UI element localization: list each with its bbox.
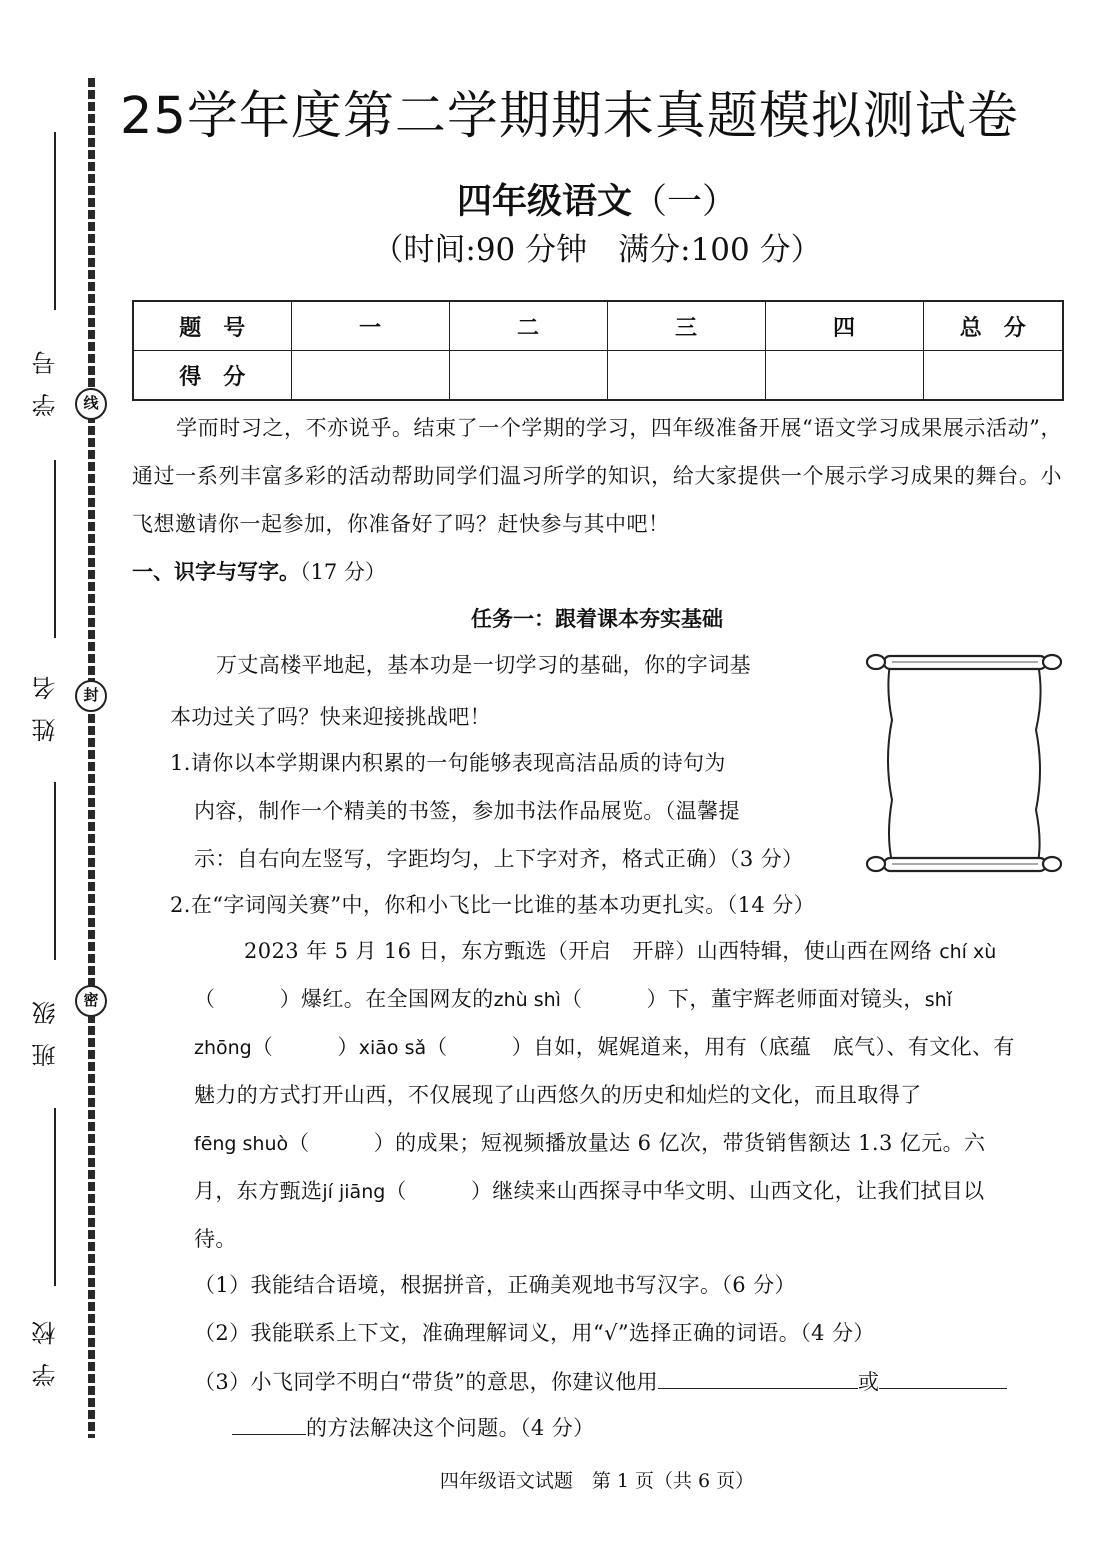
- class-label: 班级: [32, 983, 60, 1067]
- pinyin-chixu: chí xù: [939, 941, 997, 963]
- binding-line: [88, 78, 95, 1438]
- task-1-title: 任务一：跟着课本夯实基础: [471, 607, 723, 631]
- question-1-line-2: 内容，制作一个精美的书签，参加书法作品展览。（温馨提: [194, 799, 740, 823]
- passage-line-5: [194, 1126, 985, 1161]
- score-table-header-row: [133, 301, 1063, 351]
- sub-question-1: （1）我能结合语境，根据拼音，正确美观地书写汉字。（6 分）: [194, 1273, 796, 1297]
- answer-line[interactable]: [879, 1364, 1007, 1389]
- answer-blank[interactable]: （ ）: [251, 1035, 359, 1059]
- subject-name: 四年级语文: [456, 181, 632, 222]
- passage-text: （ ）继续来山西探寻中华文明、山西文化，让我们拭目以: [385, 1179, 985, 1203]
- answer-line[interactable]: [232, 1410, 306, 1435]
- exam-title: 25学年度第二学期期末真题模拟测试卷: [120, 87, 1019, 146]
- section-1-points: （17 分）: [300, 560, 386, 584]
- pinyin-zhong: zhōng: [194, 1037, 252, 1059]
- header-cell: 总 分: [923, 301, 1063, 351]
- passage-text: 2023 年 5 月 16 日，东方甄选（开启 开辟）山西特辑，使山西在网络: [244, 939, 933, 963]
- task-1-intro-line-2: 本功过关了吗？快来迎接挑战吧！: [170, 705, 491, 729]
- passage-line-3: [194, 1030, 1015, 1065]
- sub-question-3-line-1: [194, 1364, 1007, 1399]
- passage-text: 月，东方甄选: [194, 1179, 323, 1203]
- school-rule: [54, 1108, 56, 1286]
- answer-line[interactable]: [658, 1364, 858, 1389]
- score-cell[interactable]: [607, 351, 765, 401]
- passage-text: （ ）下，董宇辉老师面对镜头，: [560, 987, 925, 1011]
- sub-question-2: （2）我能联系上下文，准确理解词义，用“√”选择正确的词语。（4 分）: [194, 1321, 875, 1345]
- header-cell: 一: [291, 301, 449, 351]
- passage-line-1: [244, 934, 996, 969]
- passage-line-7: 待。: [194, 1227, 237, 1251]
- class-rule: [54, 782, 56, 960]
- score-cell[interactable]: [765, 351, 923, 401]
- header-cell: 二: [449, 301, 607, 351]
- name-label: 姓名: [32, 658, 60, 742]
- sub-question-3-text: （3）小飞同学不明白“带货”的意思，你建议他用: [194, 1370, 659, 1394]
- score-cell[interactable]: [449, 351, 607, 401]
- sub-question-3-or: 或: [858, 1370, 880, 1394]
- score-row-label: 得 分: [133, 351, 291, 401]
- passage-line-2: [194, 982, 952, 1017]
- header-cell: 题 号: [133, 301, 291, 351]
- question-2: 2.在“字词闯关赛”中，你和小飞比一比谁的基本功更扎实。（14 分）: [170, 893, 816, 917]
- time-and-score-info: （时间:90 分钟 满分:100 分）: [372, 232, 822, 268]
- task-1-intro-line-1: 万丈高楼平地起，基本功是一切学习的基础，你的字词基: [216, 653, 751, 677]
- score-cell[interactable]: [291, 351, 449, 401]
- scroll-bookmark-illustration: [862, 650, 1066, 876]
- section-1-title: 一、识字与写字。: [132, 560, 300, 584]
- exam-subtitle: [132, 178, 1062, 226]
- student-id-rule: [54, 132, 56, 310]
- pinyin-jijiang: jí jiāng: [322, 1181, 386, 1203]
- student-id-label: 学号: [32, 333, 60, 417]
- score-cell[interactable]: [923, 351, 1063, 401]
- question-1-line-1: 1.请你以本学期课内积累的一句能够表现高洁品质的诗句为: [170, 751, 726, 775]
- seal-mark-feng: 封: [75, 680, 107, 712]
- question-1-line-3: 示：自右向左竖写，字距均匀，上下字对齐，格式正确）（3 分）: [194, 847, 804, 871]
- passage-text: （ ）的成果；短视频播放量达 6 亿次，带货销售额达 1.3 亿元。六: [288, 1131, 986, 1155]
- section-1-heading: [132, 556, 386, 588]
- seal-mark-xian: 线: [75, 388, 107, 420]
- name-rule: [54, 460, 56, 638]
- pinyin-shi: shǐ: [924, 989, 952, 1011]
- pinyin-zhushi: zhù shì: [493, 989, 561, 1011]
- passage-text: （ ）爆红。在全国网友的: [194, 987, 494, 1011]
- score-table-score-row: [133, 351, 1063, 401]
- header-cell: 三: [607, 301, 765, 351]
- volume-number: （一）: [632, 182, 738, 222]
- score-table: [132, 300, 1064, 401]
- pinyin-fengshuo: fēng shuò: [194, 1133, 289, 1155]
- seal-mark-mi: 密: [75, 985, 107, 1017]
- header-cell: 四: [765, 301, 923, 351]
- sub-question-3-text: 的方法解决这个问题。（4 分）: [306, 1416, 595, 1440]
- passage-line-4: 魅力的方式打开山西，不仅展现了山西悠久的历史和灿烂的文化，而且取得了: [194, 1083, 922, 1107]
- sub-question-3-line-2: [232, 1410, 595, 1445]
- page-footer: 四年级语文试题 第 1 页（共 6 页）: [439, 1470, 755, 1492]
- intro-paragraph: 学而时习之，不亦说乎。结束了一个学期的学习，四年级准备开展“语文学习成果展示活动”，通过一系列丰富多彩的活动帮助同学们温习所学的知识，给大家提供一个展示学习成果的舞台。小飞想邀请你一起参加，你准备好了吗？赶快参与其中吧！: [132, 416, 1062, 536]
- pinyin-xiaosa: xiāo sǎ: [358, 1037, 427, 1059]
- passage-text: （ ）自如，娓娓道来，用有（底蕴 底气）、有文化、有: [426, 1035, 1015, 1059]
- school-label: 学校: [32, 1303, 60, 1387]
- passage-line-6: [194, 1174, 985, 1209]
